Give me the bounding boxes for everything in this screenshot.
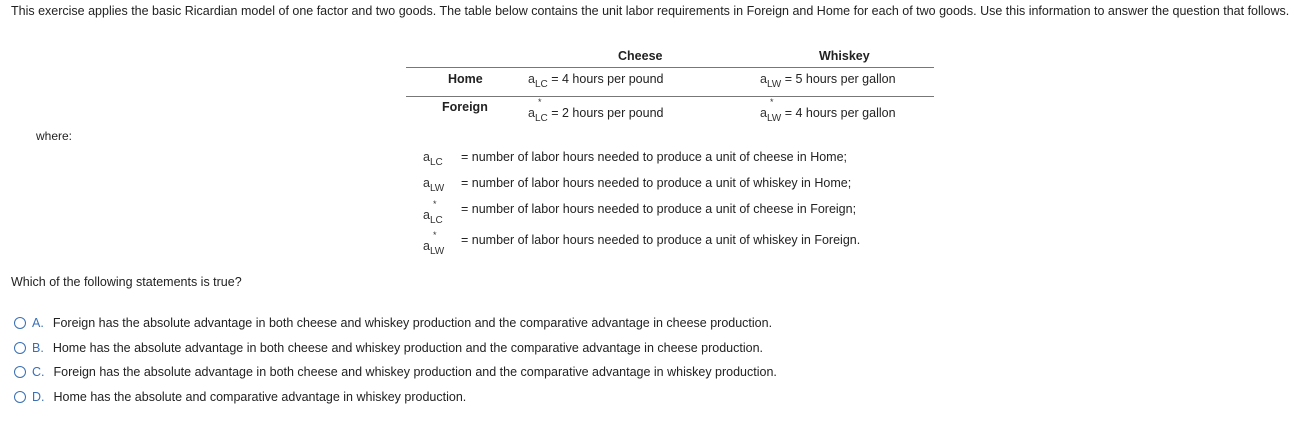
- def-text-alw-star: = number of labor hours needed to produce a unit of whiskey in Foreign.: [461, 233, 861, 247]
- table-rule-top: [406, 67, 934, 68]
- home-cheese-cell: $a_{LC} = 4$ hours per pound: [528, 72, 664, 90]
- question-text: Which of the following statements is true?: [11, 275, 242, 289]
- row-label-home: Home: [448, 72, 483, 86]
- option-letter: B.: [32, 341, 44, 355]
- option-text: Foreign has the absolute advantage in both cheese and whiskey production and the comparative advantage in whiskey production.: [53, 365, 777, 379]
- def-text-alc-star: = number of labor hours needed to produce a unit of cheese in Foreign;: [461, 202, 857, 216]
- radio-button-icon[interactable]: [14, 391, 26, 403]
- def-text-alw: = number of labor hours needed to produce a unit of whiskey in Home;: [461, 176, 852, 190]
- table-rule-mid: [406, 96, 934, 97]
- option-text: Home has the absolute and comparative advantage in whiskey production.: [53, 390, 467, 404]
- option-b[interactable]: [14, 341, 763, 355]
- option-letter: D.: [32, 390, 45, 404]
- option-text: Home has the absolute advantage in both cheese and whiskey production and the comparative advantage in cheese production.: [52, 341, 764, 355]
- where-label: where:: [36, 129, 73, 143]
- def-symbol-alc: $a_{LC}$: [423, 150, 443, 168]
- def-symbol-alc-star: * $a_{LC}$: [423, 199, 443, 226]
- radio-button-icon[interactable]: [14, 342, 26, 354]
- header-cheese: Cheese: [618, 49, 663, 63]
- option-a[interactable]: [14, 316, 772, 330]
- def-text-alc: = number of labor hours needed to produce a unit of cheese in Home;: [461, 150, 848, 164]
- row-label-foreign: Foreign: [442, 100, 488, 114]
- intro-text: This exercise applies the basic Ricardian model of one factor and two goods. The table below contains the unit labor requirements in Foreign and Home for each of two goods. Use this information to answer the question that follows.: [11, 4, 1290, 18]
- def-symbol-alw-star: * $a_{LW}$: [423, 230, 445, 257]
- option-d[interactable]: [14, 390, 466, 404]
- foreign-cheese-cell: * $a_{LC} = 2$ hours per pound: [528, 97, 664, 124]
- option-letter: C.: [32, 365, 45, 379]
- option-c[interactable]: [14, 365, 777, 379]
- home-whiskey-cell: $a_{LW} = 5$ hours per gallon: [760, 72, 896, 90]
- radio-button-icon[interactable]: [14, 366, 26, 378]
- header-whiskey: Whiskey: [819, 49, 870, 63]
- def-symbol-alw: $a_{LW}$: [423, 176, 445, 194]
- radio-button-icon[interactable]: [14, 317, 26, 329]
- option-letter: A.: [32, 316, 44, 330]
- option-text: Foreign has the absolute advantage in both cheese and whiskey production and the comparative advantage in cheese production.: [52, 316, 773, 330]
- foreign-whiskey-cell: * $a_{LW} = 4$ hours per gallon: [760, 97, 896, 124]
